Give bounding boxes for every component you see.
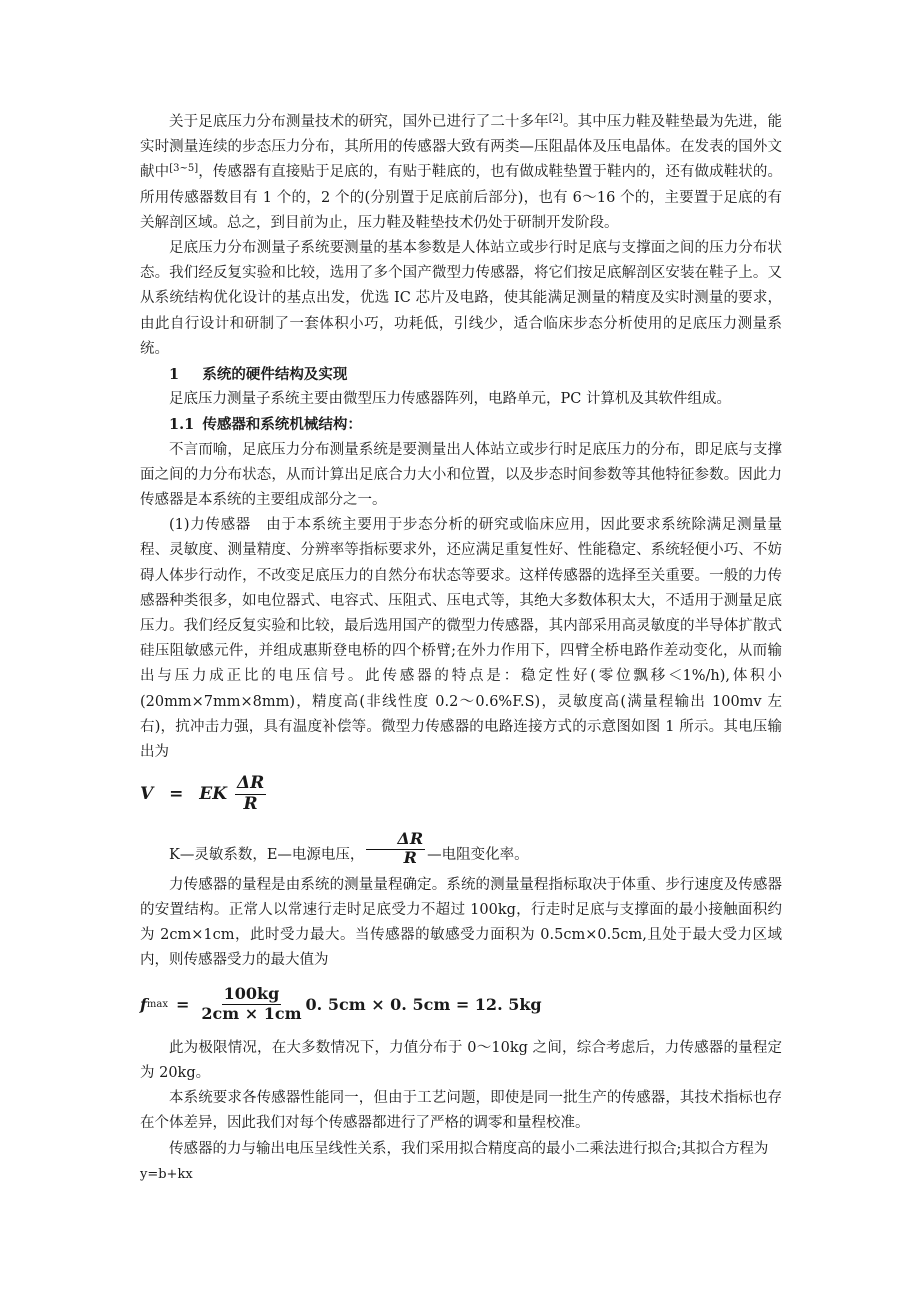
- subsection-number: 1.1: [169, 416, 195, 434]
- eq-numerator: ΔR: [236, 772, 265, 793]
- text-span: 。其中压力鞋及鞋垫最为先进，能实时测量连续的步态压力分布，其所用的传感器大致有两类—压阻晶体及压电晶体。在发表的国外文献中: [140, 114, 783, 181]
- eq-sign: =: [175, 995, 190, 1015]
- text-span: —电阻变化率。: [427, 847, 529, 864]
- inline-fraction: [366, 831, 425, 867]
- subsection-title: 传感器和系统机械结构：: [202, 416, 362, 434]
- section-heading: [140, 362, 782, 387]
- eq-denominator: 2cm × 1cm: [201, 1004, 302, 1024]
- paragraph-symbols: [140, 829, 782, 873]
- eq-f: f: [140, 995, 147, 1015]
- paragraph-force-sensor: (1)力传感器 由于本系统主要用于步态分析的研究或临床应用，因此要求系统除满足测量量程、灵敏度、测量精度、分辨率等指标要求外，还应满足重复性好、性能稳定、系统轻便小巧、不妨碍人体步行动作，不改变足底压力的自然分布状态等要求。这样传感器的选择至关重要。一般的力传感器种类很多，如电位器式、电容式、压阻式、压电式等，其绝大多数体积太大，不适用于测量足底压力。我们经反复实验和比较，最后选用国产的微型力传感器，其内部采用高灵敏度的半导体扩散式硅压阻敏感元件，并组成惠斯登电桥的四个桥臂;在外力作用下，四臂全桥电路作差动变化，从而输出与压力成正比的电压信号。此传感器的特点是：稳定性好(零位飘移＜1%/h),体积小(20mm×7mm×8mm)，精度高(非线性度 0.2～0.6%F.S)，灵敏度高(满量程输出 100mv 左右)，抗冲击力强，具有温度补偿等。微型力传感器的电路连接方式的示意图如图 1 所示。其电压输出为: [140, 517, 782, 761]
- paragraph-composition: 足底压力测量子系统主要由微型压力传感器阵列，电路单元，PC 计算机及其软件组成。: [169, 391, 731, 408]
- paragraph-fitting: 传感器的力与输出电压呈线性关系，我们采用拟合精度高的最小二乘法进行拟合;其拟合方程为: [169, 1140, 769, 1157]
- eq-fraction: [199, 986, 303, 1023]
- equation-fmax: [140, 974, 782, 1036]
- eq-rest: 0. 5cm × 0. 5cm = 12. 5kg: [305, 995, 542, 1015]
- subsection-heading: [140, 412, 782, 437]
- eq-factor: EK: [199, 783, 228, 804]
- paragraph-subsystem: 足底压力分布测量子系统要测量的基本参数是人体站立或步行时足底与支撑面之间的压力分布状态。我们经反复实验和比较，选用了多个国产微型力传感器，将它们按足底解剖区安装在鞋子上。又从系统结构优化设计的基点出发，优选 IC 芯片及电路，使其能满足测量的精度及实时测量的要求，由此自行设计和研制了一套体积小巧，功耗低，引线少，适合临床步态分析使用的足底压力测量系统。: [140, 240, 782, 357]
- paragraph-range: 力传感器的量程是由系统的测量量程确定。系统的测量量程指标取决于体重、步行速度及传感器的安置结构。正常人以常速行走时足底受力不超过 100kg，行走时足底与支撑面的最小接触面积约为 2cm×1cm，此时受力最大。当传感器的敏感受力面积为 0.5cm×0.5cm,且处于最大受力区域内，则传感器受力的最大值为: [140, 876, 782, 969]
- eq-sign: =: [169, 783, 184, 804]
- inline-denominator: R: [403, 848, 417, 868]
- paragraph-limit: 此为极限情况，在大多数情况下，力值分布于 0～10kg 之间，综合考虑后，力传感器的量程定为 20kg。: [140, 1039, 782, 1081]
- equation-body: [140, 772, 268, 814]
- eq-subscript: max: [146, 999, 168, 1011]
- paragraph-calibration: 本系统要求各传感器性能同一，但由于工艺问题，即使是同一批生产的传感器，其技术指标也存在个体差异，因此我们对每个传感器都进行了严格的调零和量程校准。: [140, 1090, 782, 1132]
- citation: [3~5]: [169, 163, 199, 175]
- paragraph-intro: [140, 110, 782, 236]
- eq-lhs: V: [140, 783, 154, 804]
- text-span: 关于足底压力分布测量技术的研究，国外已进行了二十多年: [169, 114, 549, 130]
- eq-denominator: R: [243, 793, 258, 814]
- text-span: K—灵敏系数，E—电源电压，: [169, 847, 365, 864]
- eq-numerator: 100kg: [223, 984, 280, 1004]
- equation-voltage: [140, 765, 782, 823]
- section-number: 1: [169, 366, 180, 384]
- paragraph-purpose: 不言而喻，足底压力分布测量系统是要测量出人体站立或步行时足底压力的分布，即足底与支撑面之间的力分布状态，从而计算出足底合力大小和位置，以及步态时间参数等其他特征参数。因此力传感器是本系统的主要组成部分之一。: [140, 441, 782, 509]
- eq-fraction: [235, 772, 266, 814]
- text-column: [140, 110, 782, 1187]
- section-title: 系统的硬件结构及实现: [202, 366, 348, 384]
- citation: [2]: [548, 113, 563, 124]
- equation-linear: y=b+kx: [140, 1166, 193, 1182]
- inline-numerator: ΔR: [366, 831, 425, 850]
- text-span: ，传感器有直接贴于足底的，有贴于鞋底的，也有做成鞋垫置于鞋内的，还有做成鞋状的。所用传感器数目有 1 个的，2 个的(分别置于足底前后部分)，也有 6～16 个的，主要置于足底的有关解剖区域。总之，到目前为止，压力鞋及鞋垫技术仍处于研制开发阶段。: [140, 164, 783, 231]
